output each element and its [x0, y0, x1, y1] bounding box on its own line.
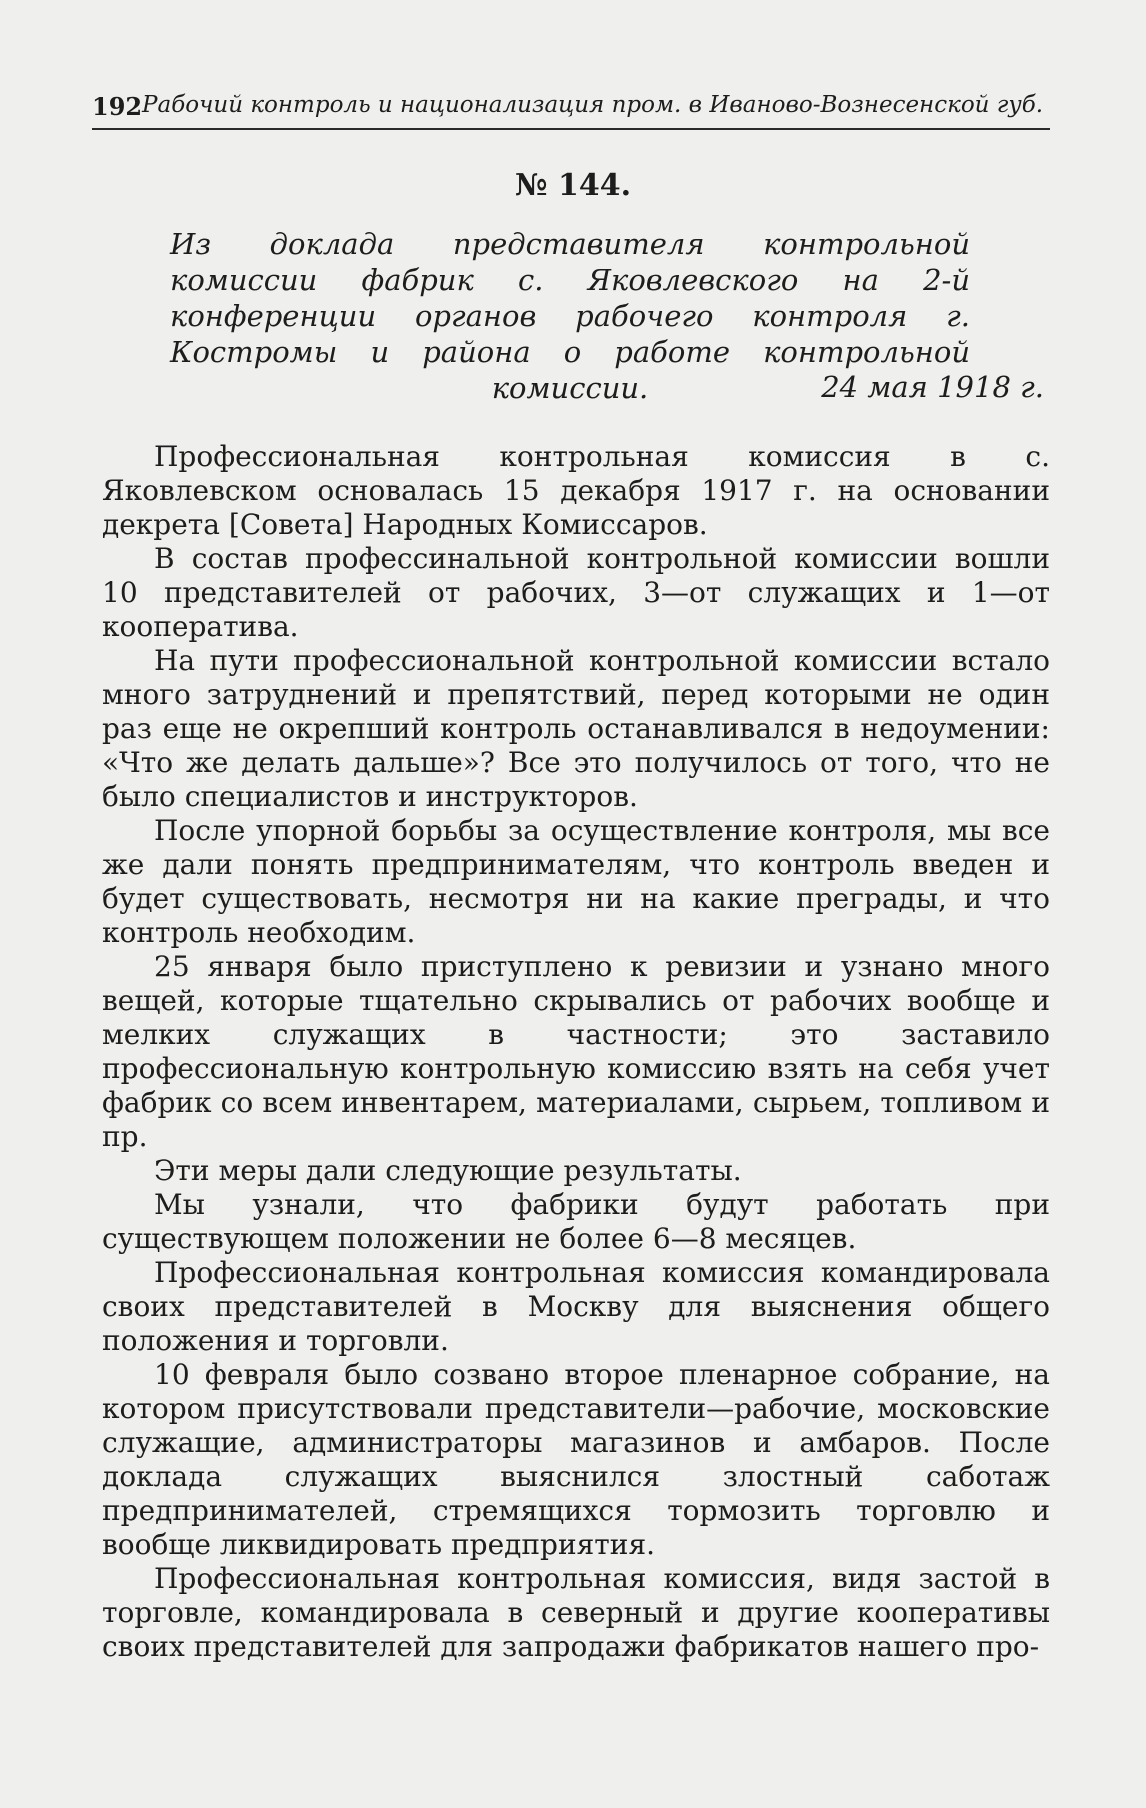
paragraph: После упорной борьбы за осуществление контроля, мы все же дали понять предпринимателям, что контроль введен и будет существовать, несмотря ни на какие преграды, и что контроль необходим. [102, 814, 1050, 949]
document-body [102, 440, 1050, 1664]
paragraph: Профессиональная контрольная комиссия, видя застой в торговле, командировала в северный и другие кооперативы своих представителей для запродажи фабрикатов нашего про- [102, 1562, 1050, 1663]
paragraph: 25 января было приступлено к ревизии и узнано много вещей, которые тщательно скрывались от рабочих вообще и мелких служащих в частности; это заставило профессиональную контрольную комиссию взять на себя учет фабрик со всем инвентарем, материалами, сырьем, топливом и пр. [102, 950, 1050, 1153]
document-number: № 144. [514, 168, 632, 203]
running-title: Рабочий контроль и национализация пром. в Иваново-Вознесенской губ. [142, 92, 1044, 118]
paragraph: На пути профессиональной контрольной комиссии встало много затруднений и препятствий, перед которыми не один раз еще не окрепший контроль останавливался в недоумении: «Что же делать дальше»? Все это получилось от того, что не было специалистов и инструкторов. [102, 644, 1050, 813]
document-title: Из доклада представителя контрольной комиссии фабрик с. Яковлевского на 2-й конференции органов рабочего контроля г. Костромы и района о работе контрольной комиссии. [170, 227, 970, 405]
paragraph: Профессиональная контрольная комиссия в с. Яковлевском основалась 15 декабря 1917 г. на основании декрета [Совета] Народных Комиссаров. [102, 440, 1050, 541]
document-date: 24 мая 1918 г. [821, 370, 1044, 404]
paragraph: Мы узнали, что фабрики будут работать при существующем положении не более 6—8 месяцев. [102, 1188, 1050, 1255]
paragraph: Эти меры дали следующие результаты. [154, 1154, 742, 1187]
paragraph: Профессиональная контрольная комиссия командировала своих представителей в Москву для выяснения общего положения и торговли. [102, 1256, 1050, 1357]
page-number: 192 [92, 92, 143, 121]
paragraph: В состав профессинальной контрольной комиссии вошли 10 представителей от рабочих, 3—от служащих и 1—от кооператива. [102, 542, 1050, 643]
paragraph: 10 февраля было созвано второе пленарное собрание, на котором присутствовали представители—рабочие, московские служащие, администраторы магазинов и амбаров. После доклада служащих выяснился злостный саботаж предпринимателей, стремящихся тормозить торговлю и вообще ликвидировать предприятия. [102, 1358, 1050, 1561]
page-header [92, 88, 1050, 130]
